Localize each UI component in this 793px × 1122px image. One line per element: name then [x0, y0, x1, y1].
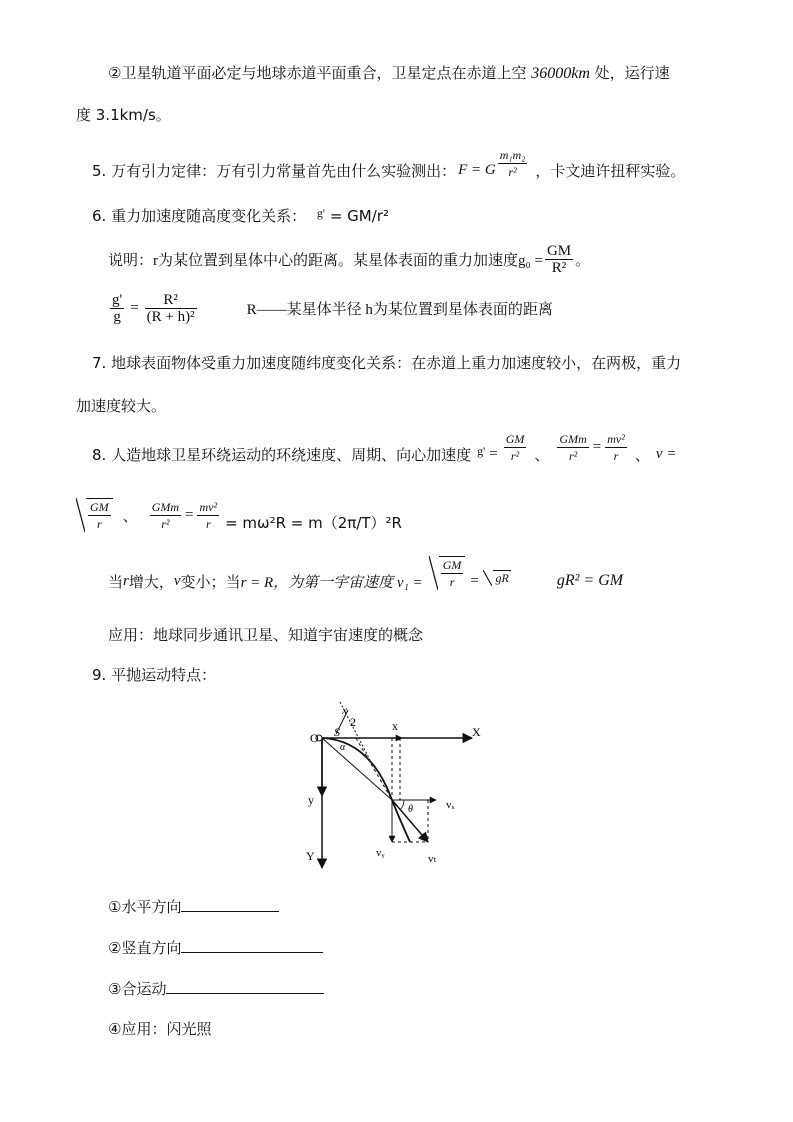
label-theta: θ [408, 804, 413, 815]
item8-sqrt-den: r [97, 517, 102, 531]
item8-f3-den: r [613, 448, 619, 463]
label-alpha: α [340, 742, 346, 753]
item8-f4-den: r² [161, 516, 170, 531]
item8-f1-den: r² [510, 448, 520, 463]
item8-text: 8. 人造地球卫星环绕运动的环绕速度、周期、向心加速度 [92, 445, 472, 464]
item8-cond-eq: r = R，为第一宇宙速度 v₁ = [240, 574, 423, 591]
item8-f2-den: r² [568, 448, 578, 463]
item8-f4-num: GMm [151, 499, 180, 514]
theta-arc [400, 800, 404, 810]
item8-cond-sqrt2 [483, 570, 510, 586]
item8-f5 [197, 499, 219, 532]
label-o: O [310, 731, 319, 745]
item5-num: m₁m₂ [499, 147, 526, 162]
item8-application: 应用：地球同步通讯卫星、知道宇宙速度的概念 [108, 626, 424, 644]
trajectory [322, 738, 410, 842]
item9-title: 9. 平抛运动特点： [92, 666, 217, 684]
item6-note-den: R² [551, 259, 567, 276]
q1-line [108, 896, 279, 917]
q1-label: ①水平方向 [108, 898, 182, 916]
item8-cond-sqrt-den: r [449, 575, 455, 589]
item6-g-prime: g' [316, 206, 326, 220]
item6-ratio-lhs [110, 292, 124, 325]
label-x-half-top: x [342, 703, 348, 717]
label-x-half-bottom: 2 [350, 715, 356, 729]
item8-cond-prefix: 当 [108, 572, 124, 591]
item8-cond-mid: 增大， [128, 572, 174, 591]
item8-f5-num: mv² [199, 499, 218, 514]
item8-condition [108, 555, 698, 607]
item8-f1 [504, 431, 527, 464]
item8-f4 [150, 499, 181, 532]
label-x-small: x [392, 719, 398, 733]
item8-f3-num: mv² [607, 431, 625, 446]
tangent-line [356, 738, 392, 800]
item8-cond-sqrt [429, 556, 466, 590]
item5-den: r² [508, 164, 517, 179]
item5-line [92, 146, 685, 194]
q3-blank[interactable] [166, 979, 324, 994]
item8-f2-num: GMm [559, 431, 587, 446]
q3-line [108, 978, 324, 999]
label-y-axis: Y [306, 849, 315, 863]
item6-text: 6. 重力加速度随高度变化关系： [92, 207, 307, 225]
item2-line2: 度 3.1km/s。 [76, 106, 171, 124]
item8-f5-den: r [205, 516, 211, 531]
item8-cond-sqrt2-rad: gR [495, 571, 509, 585]
item8-eq: = [489, 445, 498, 462]
item8-sep2: 、 [634, 445, 650, 464]
q4-line: ④应用：闪光照 [108, 1020, 212, 1038]
item5-text: 5. 万有引力定律：万有引力常量首先由什么实验测出： [92, 161, 457, 180]
item6-rhs-num: R² [145, 292, 197, 309]
item8-sqrt-num: GM [90, 500, 109, 514]
item8-cond-eq2: = [469, 572, 480, 589]
item8-f2 [557, 431, 588, 464]
item8-cond-v: v [173, 572, 181, 589]
label-vt: vₜ [428, 853, 437, 865]
item8-line2: $\frac{GM}{r}$ 、 $\frac{\text{GMm}}{\text{r²}}$ = $\frac{\text{mv²}}{r}$ = mω²R = m（2π/T）²R [76, 490, 402, 540]
q2-label: ②竖直方向 [108, 939, 182, 957]
item8-tail: = mω²R = m（2π/T）²R [225, 513, 402, 532]
item5-fraction [498, 147, 528, 180]
item2-line1 [108, 62, 670, 83]
item8-cond-sqrt-num: GM [442, 558, 462, 572]
item5-suffix: ，卡文迪许扭秤实验。 [535, 161, 686, 180]
q2-line [108, 937, 323, 958]
q1-blank[interactable] [181, 897, 279, 912]
item6-note-text: 说明：r为某位置到星体中心的距离。某星体表面的重力加速度g₀ = [108, 252, 543, 269]
item8-cond-gr: gR² = GM [556, 572, 624, 589]
item6-ratio-note: R——某星体半径 h为某位置到星体表面的距离 [246, 301, 553, 318]
label-vx: vₓ [446, 799, 455, 811]
item8-sep: 、 [534, 445, 550, 464]
item2-text: ②卫星轨道平面必定与地球赤道平面重合，卫星定点在赤道上空 [108, 64, 527, 82]
item8-line1: 8. 人造地球卫星环绕运动的环绕速度、周期、向心加速度 g' = $\frac{GM}{\text{r²}}$ 、 $\frac{\text{GMm}}{\text{r²}}$ = $\frac{\text{mv²}}{r}$ 、 v = [92, 431, 677, 464]
item8-cond-mid2: 变小；当 [180, 572, 241, 591]
item8-sqrt [76, 498, 113, 532]
item7-line2: 加速度较大。 [76, 397, 167, 415]
item8-v-eq: v = [655, 445, 677, 462]
label-vy: vᵧ [376, 847, 385, 859]
item7-line1: 7. 地球表面物体受重力加速度随纬度变化关系：在赤道上重力加速度较小，在两极，重力 [92, 354, 682, 372]
item6-note [108, 238, 590, 280]
item6-line [92, 205, 389, 226]
item6-formula: = GM/r² [329, 207, 389, 225]
label-s: S [334, 725, 340, 739]
item6-ratio: $\frac{g'}{g}$ = $\frac{\text{R²}}{\text{(R + h)²}}$ R——某星体半径 h为某位置到星体表面的距离 [112, 291, 553, 325]
label-x-axis: X [472, 725, 481, 739]
item6-ratio-den: g [113, 308, 121, 325]
item2-altitude: 36000km [531, 65, 590, 82]
q3-label: ③合运动 [108, 980, 167, 998]
item8-f3 [605, 431, 627, 464]
item6-rhs-den: (R + h)² [146, 308, 195, 325]
item6-ratio-rhs [145, 292, 197, 325]
item6-note-fraction [545, 243, 573, 276]
item6-note-num: GM [546, 242, 572, 259]
item6-ratio-num: g' [112, 291, 123, 308]
displacement-s [322, 738, 392, 800]
item8-f1-num: GM [505, 431, 525, 446]
item5-formula: F = G [458, 161, 496, 178]
item2-suffix: 处，运行速 [594, 64, 670, 82]
item8-sep3: 、 [122, 506, 138, 525]
label-y-small: y [308, 793, 314, 807]
item6-note-suffix: 。 [575, 252, 591, 269]
item8-cond-r: r [123, 572, 129, 589]
projectile-diagram [300, 700, 500, 880]
q2-blank[interactable] [181, 938, 323, 953]
item8-g-prime: g' [477, 443, 486, 458]
